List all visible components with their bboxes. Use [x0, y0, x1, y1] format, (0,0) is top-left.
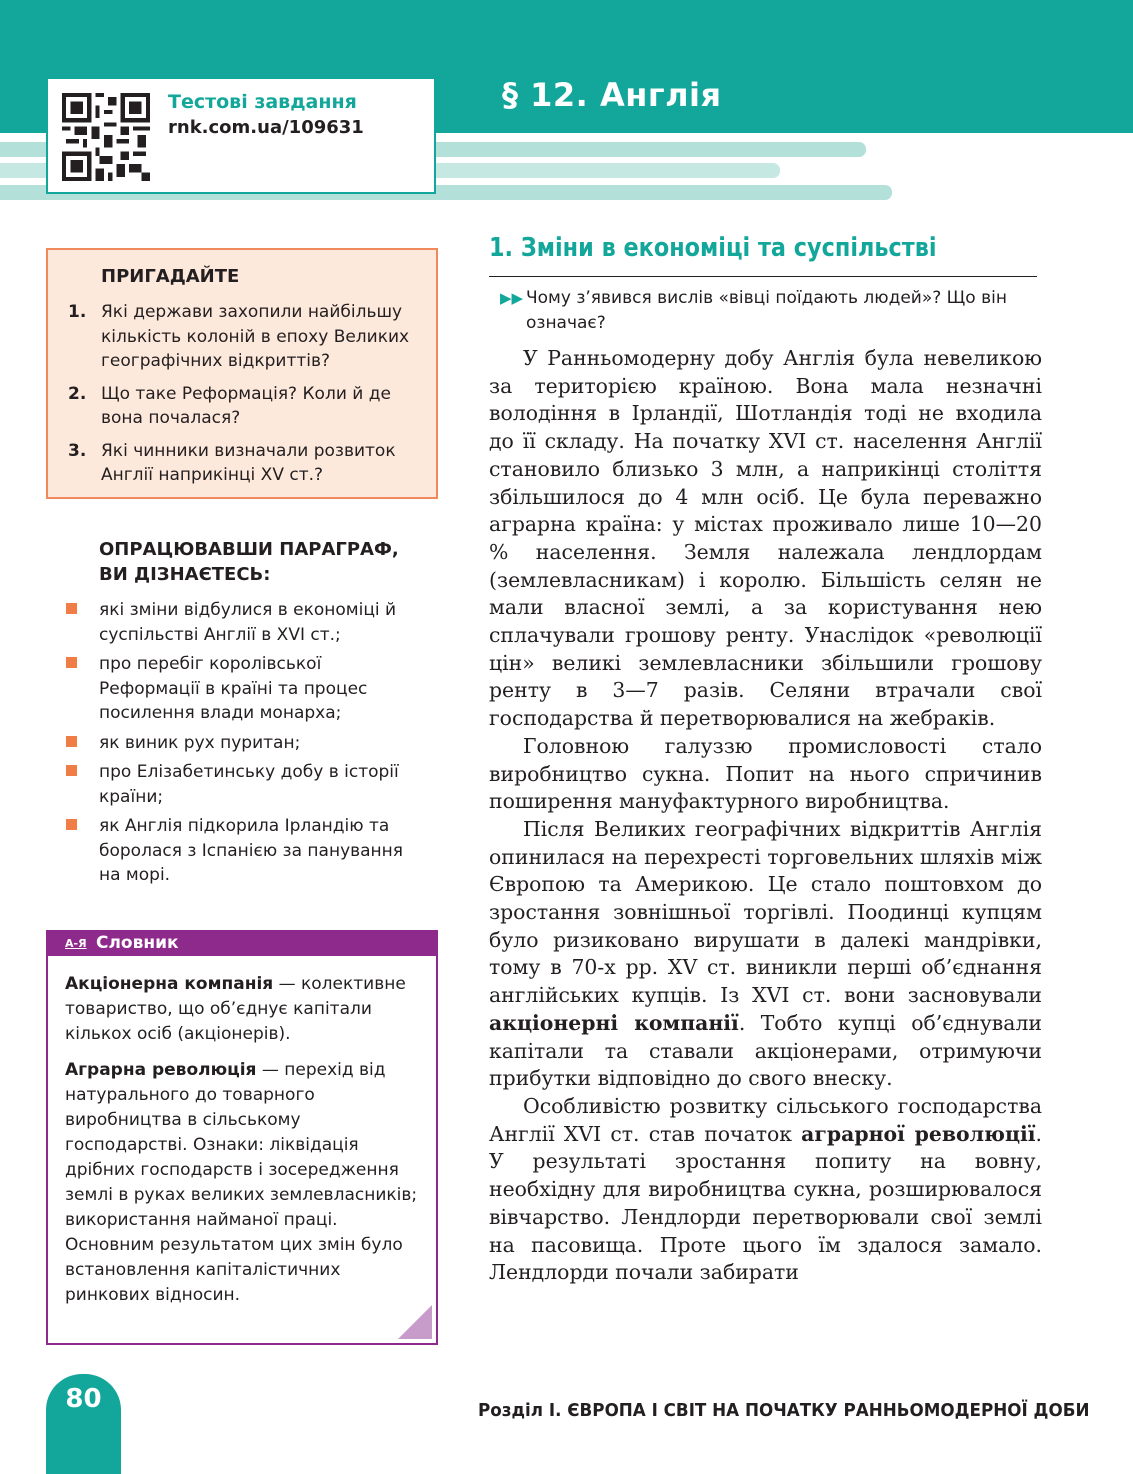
paragraph: [489, 1093, 1042, 1287]
lead-question: [500, 286, 1040, 335]
glossary-term: Акціонерна компанія: [65, 974, 274, 994]
key-term: аграрної революції: [801, 1121, 1036, 1146]
recall-box: [46, 248, 438, 499]
page-number-tab: [46, 1374, 121, 1474]
section-rule: [489, 276, 1037, 277]
learn-item: [66, 760, 426, 809]
corner-decoration: [398, 1305, 432, 1339]
recall-item: [48, 300, 421, 374]
recall-item: [48, 439, 421, 488]
glossary-title: Словник: [96, 933, 179, 953]
learn-item: [66, 731, 426, 756]
learn-item-text: про Елізабетинську добу в історії країни;: [99, 762, 399, 807]
recall-item-text: Що таке Реформація? Коли й де вона почалася?: [101, 383, 391, 428]
paragraph: Головною галуззю промисловості стало виробництво сукна. Попит на нього спричинив поширення мануфактурного виробництва.: [489, 733, 1042, 814]
learn-item-text: які зміни відбулися в економіці й суспільстві Англії в XVI ст.;: [99, 600, 397, 645]
lead-question-text: Чому з’явився вислів «вівці поїдають людей»? Що він означає?: [526, 288, 1007, 333]
paragraph-title: § 12. Англія: [502, 76, 722, 114]
square-bullet-icon: [66, 736, 77, 747]
square-bullet-icon: [66, 765, 77, 776]
glossary-header: [48, 932, 436, 956]
page-number: 80: [65, 1384, 102, 1414]
learn-title: ОПРАЦЮВАВШИ ПАРАГРАФ, ВИ ДІЗНАЄТЕСЬ:: [99, 539, 399, 585]
recall-title: ПРИГАДАЙТЕ: [101, 266, 240, 287]
text-run: . Тобто купці об’єднували капітали та ставали акціонерами, отримуючи прибутки відповідно до свого внеску.: [489, 1010, 1042, 1091]
paragraph: У Ранньомодерну добу Англія була невеликою за територією країною. Вона мала незначні володіння в Ірландії, Шотландія тоді не входила до її складу. На початку XVI ст. населення Англії становило близько 3 млн, а наприкінці століття збільшилося до 4 млн осіб. Це була переважно аграрна країна: у містах проживало лише 10—20 % населення. Земля належала лендлордам (землевласникам) і королю. Більшість селян не мали власної землі, а за користування нею сплачували грошову ренту. Унаслідок «революції цін» великі землевласники збільшили грошову ренту в 3—7 разів. Селяни втрачали свої господарства й перетворювалися на жебраків.: [489, 346, 1042, 731]
square-bullet-icon: [66, 819, 77, 830]
glossary-box: [46, 930, 438, 1345]
chapter-footer: Розділ І. ЄВРОПА І СВІТ НА ПОЧАТКУ РАННЬОМОДЕРНОЇ ДОБИ: [478, 1400, 1090, 1421]
test-tasks-link[interactable]: rnk.com.ua/109631: [168, 117, 364, 138]
square-bullet-icon: [66, 603, 77, 614]
learn-item-text: як Англія підкорила Ірландію та боролася з Іспанією за панування на морі.: [99, 816, 404, 885]
glossary-entry: [65, 972, 425, 1047]
learn-list: [66, 598, 426, 893]
text-run: Особливістю розвитку сільського господарства Англії XVI ст. став початок: [489, 1093, 1042, 1146]
learn-item-text: про перебіг королівської Реформації в країні та процес посилення влади монарха;: [99, 654, 368, 723]
section-heading: 1. Зміни в економіці та суспільстві: [489, 233, 937, 263]
text-run: . У результаті зростання попиту на вовну, необхідну для виробництва сукна, розширювалося вівчарство. Лендлорди перетворювали свої землі на пасовища. Проте цього їм здалося замало. Лендлорди почали забирати: [489, 1121, 1042, 1285]
recall-item-text: Які чинники визначали розвиток Англії наприкінці XV ст.?: [101, 440, 396, 485]
recall-list: [48, 300, 438, 496]
test-tasks-title: Тестові завдання: [168, 91, 357, 113]
test-tasks-box[interactable]: [46, 77, 436, 194]
learn-item: [66, 814, 426, 888]
paragraph: [489, 816, 1042, 1093]
square-bullet-icon: [66, 657, 77, 668]
recall-item-text: Які держави захопили найбільшу кількість колоній в епоху Великих географічних відкриттів?: [101, 302, 410, 371]
learn-item: [66, 598, 426, 647]
glossary-definition: — колективне товариство, що об’єднує капітали кількох осіб (акціонерів).: [65, 974, 406, 1044]
recall-item: [48, 382, 421, 431]
main-text: [489, 345, 1042, 1287]
dictionary-icon: А-Я: [65, 937, 87, 950]
recall-item-number: 2.: [68, 383, 87, 404]
key-term: акціонерні компанії: [489, 1010, 739, 1035]
text-run: Після Великих географічних відкриттів Англія опинилася на перехресті торговельних шляхів між Європою та Америкою. Це стало поштовхом до зростання зовнішньої торгівлі. Поодинці купцям було ризиковано вирушати в далекі мандрівки, тому в 70-х рр. XV ст. виникли перші об’єднання англійських купців. Із XVI ст. вони засновували: [489, 816, 1042, 1008]
learn-item-text: як виник рух пуритан;: [99, 732, 301, 753]
glossary-term: Аграрна революція: [65, 1060, 257, 1080]
recall-item-number: 1.: [68, 302, 87, 322]
glossary-definition: — перехід від натурального до товарного виробництва в сільському господарстві. Ознаки: ліквідація дрібних господарств і зосередження землі в руках великих землевласників; використання найманої праці. Основним результатом цих змін було встановлення капіталістичних ринкових відносин.: [65, 1060, 418, 1305]
recall-item-number: 3.: [68, 440, 87, 461]
double-arrow-icon: ▶▶: [500, 289, 524, 307]
qr-code-icon[interactable]: [62, 93, 150, 181]
glossary-entry: [65, 1058, 425, 1308]
learn-item: [66, 652, 426, 726]
